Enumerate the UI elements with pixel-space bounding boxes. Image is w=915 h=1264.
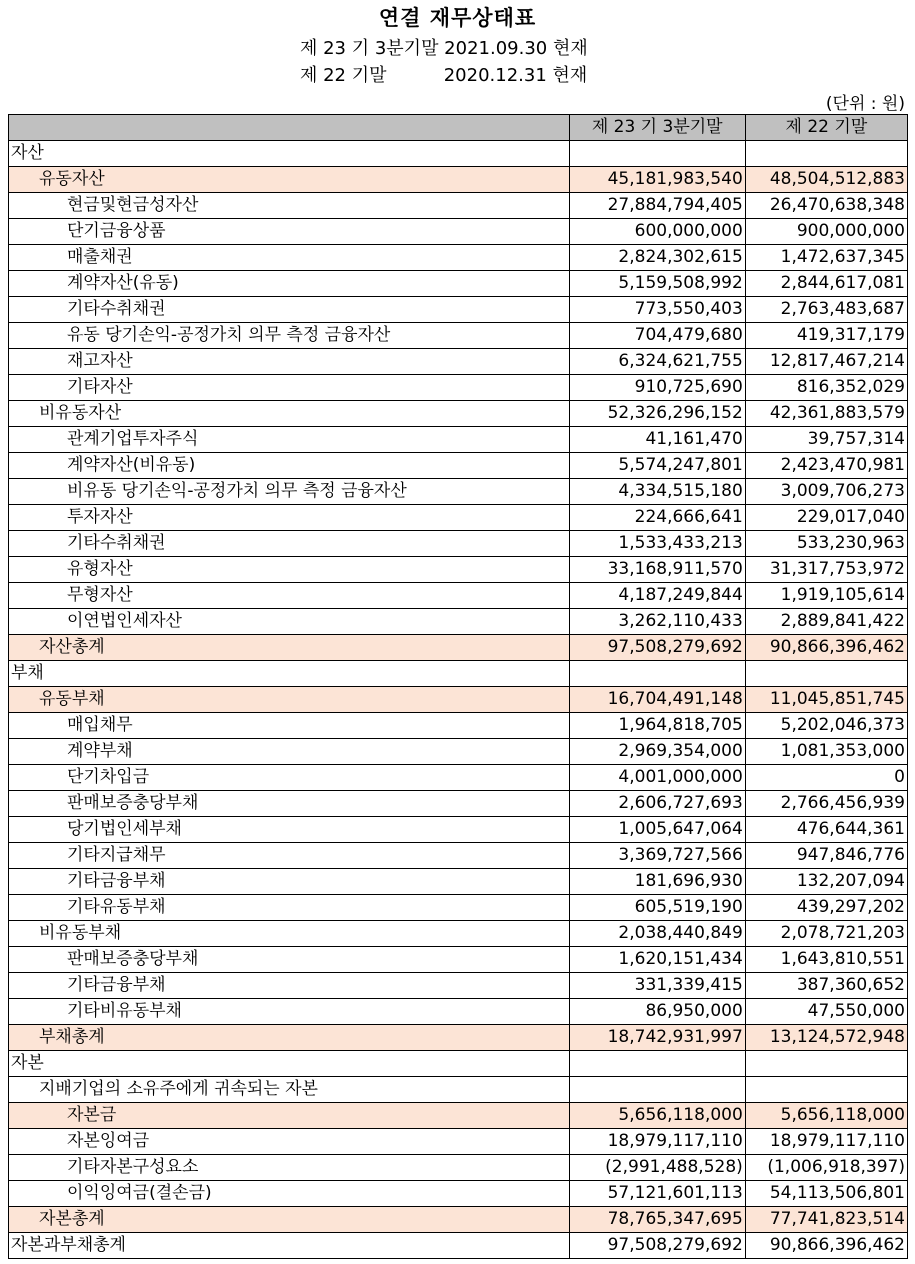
current-period-value: 2,606,727,693 [569,791,745,817]
prior-period-value: 2,766,456,939 [745,791,907,817]
current-period-value: 41,161,470 [569,427,745,453]
prior-period-value: 54,113,506,801 [745,1181,907,1207]
table-row [9,583,908,609]
prior-period-value: 439,297,202 [745,895,907,921]
current-period-value: 1,620,151,434 [569,947,745,973]
prior-period-value: 5,202,046,373 [745,713,907,739]
table-row [9,661,908,687]
account-label: 단기금융상품 [9,219,570,245]
table-row [9,1103,908,1129]
table-row [9,349,908,375]
table-row [9,843,908,869]
account-label: 자본잉여금 [9,1129,570,1155]
current-period-value: 33,168,911,570 [569,557,745,583]
current-period-value: 3,369,727,566 [569,843,745,869]
prior-period-value: 39,757,314 [745,427,907,453]
current-period-value [569,1077,745,1103]
prior-period-value: 419,317,179 [745,323,907,349]
table-body [9,141,908,1259]
current-period-value: 4,001,000,000 [569,765,745,791]
table-row [9,765,908,791]
current-period-value: 4,187,249,844 [569,583,745,609]
account-label: 자산총계 [9,635,570,661]
account-label: 기타금융부채 [9,869,570,895]
table-row [9,271,908,297]
account-label: 당기법인세부채 [9,817,570,843]
table-row [9,323,908,349]
account-label: 판매보증충당부채 [9,947,570,973]
account-label: 비유동부채 [9,921,570,947]
table-row [9,245,908,271]
prior-period-value: 90,866,396,462 [745,1233,907,1259]
prior-period-value: 1,472,637,345 [745,245,907,271]
current-period-value [569,1051,745,1077]
table-row [9,193,908,219]
current-period-value: 2,038,440,849 [569,921,745,947]
prior-period-value: 77,741,823,514 [745,1207,907,1233]
current-period-value: 52,326,296,152 [569,401,745,427]
account-label: 부채 [9,661,570,687]
account-label: 무형자산 [9,583,570,609]
table-row [9,947,908,973]
current-period-value: 57,121,601,113 [569,1181,745,1207]
current-period-value: 600,000,000 [569,219,745,245]
table-row [9,1129,908,1155]
prior-period-value: 12,817,467,214 [745,349,907,375]
prior-period-value: 2,423,470,981 [745,453,907,479]
period-prior: 제 22 기말 2020.12.31 현재 [300,65,588,86]
prior-period-value: 48,504,512,883 [745,167,907,193]
account-label: 기타금융부채 [9,973,570,999]
table-row [9,375,908,401]
prior-period-value: 2,078,721,203 [745,921,907,947]
account-label: 부채총계 [9,1025,570,1051]
account-label: 현금및현금성자산 [9,193,570,219]
prior-period-value: 900,000,000 [745,219,907,245]
current-period-value [569,141,745,167]
header-row [9,115,908,141]
table-row [9,453,908,479]
account-label: 관계기업투자주식 [9,427,570,453]
current-period-value: 78,765,347,695 [569,1207,745,1233]
table-row [9,1077,908,1103]
prior-period-value [745,1077,907,1103]
table-row [9,1155,908,1181]
prior-period-value: 1,643,810,551 [745,947,907,973]
statement-title: 연결 재무상태표 [378,6,537,30]
table-row [9,505,908,531]
account-label: 비유동 당기손익-공정가치 의무 측정 금융자산 [9,479,570,505]
account-label: 기타수취채권 [9,297,570,323]
account-label: 자본금 [9,1103,570,1129]
table-row [9,999,908,1025]
current-period-value: 97,508,279,692 [569,1233,745,1259]
table-row [9,219,908,245]
header-account [9,115,570,141]
table-row [9,427,908,453]
table-row [9,479,908,505]
table-row [9,167,908,193]
account-label: 매입채무 [9,713,570,739]
current-period-value: 5,574,247,801 [569,453,745,479]
account-label: 이연법인세자산 [9,609,570,635]
prior-period-value: 26,470,638,348 [745,193,907,219]
prior-period-value: 11,045,851,745 [745,687,907,713]
current-period-value: 1,533,433,213 [569,531,745,557]
account-label: 재고자산 [9,349,570,375]
prior-period-value: 0 [745,765,907,791]
prior-period-value: 132,207,094 [745,869,907,895]
prior-period-value [745,141,907,167]
prior-period-value: 816,352,029 [745,375,907,401]
account-label: 투자자산 [9,505,570,531]
balance-sheet-table [8,114,908,1259]
current-period-value: 3,262,110,433 [569,609,745,635]
table-row [9,557,908,583]
table-row [9,1233,908,1259]
account-label: 계약부채 [9,739,570,765]
account-label: 계약자산(유동) [9,271,570,297]
prior-period-value: 3,009,706,273 [745,479,907,505]
account-label: 자본 [9,1051,570,1077]
prior-period-value: 1,919,105,614 [745,583,907,609]
header-current-period: 제 23 기 3분기말 [569,115,745,141]
table-row [9,1181,908,1207]
prior-period-value: 1,081,353,000 [745,739,907,765]
prior-period-value: 2,889,841,422 [745,609,907,635]
table-row [9,297,908,323]
account-label: 비유동자산 [9,401,570,427]
table-row [9,141,908,167]
current-period-value: 16,704,491,148 [569,687,745,713]
table-row [9,869,908,895]
table-row [9,401,908,427]
current-period-value: 45,181,983,540 [569,167,745,193]
prior-period-value: 947,846,776 [745,843,907,869]
current-period-value: 97,508,279,692 [569,635,745,661]
prior-period-value: (1,006,918,397) [745,1155,907,1181]
account-label: 기타자산 [9,375,570,401]
account-label: 유동부채 [9,687,570,713]
table-row [9,635,908,661]
table-row [9,1207,908,1233]
prior-period-value [745,1051,907,1077]
current-period-value: 605,519,190 [569,895,745,921]
account-label: 판매보증충당부채 [9,791,570,817]
prior-period-value: 42,361,883,579 [745,401,907,427]
account-label: 매출채권 [9,245,570,271]
prior-period-value: 18,979,117,110 [745,1129,907,1155]
current-period-value: 773,550,403 [569,297,745,323]
table-row [9,973,908,999]
account-label: 계약자산(비유동) [9,453,570,479]
current-period-value: 2,969,354,000 [569,739,745,765]
current-period-value [569,661,745,687]
current-period-value: 331,339,415 [569,973,745,999]
table-row [9,1051,908,1077]
current-period-value: 1,005,647,064 [569,817,745,843]
current-period-value: 910,725,690 [569,375,745,401]
current-period-value: 5,656,118,000 [569,1103,745,1129]
account-label: 자산 [9,141,570,167]
table-row [9,609,908,635]
table-row [9,895,908,921]
header-prior-period: 제 22 기말 [745,115,907,141]
current-period-value: 181,696,930 [569,869,745,895]
period-current: 제 23 기 3분기말 2021.09.30 현재 [300,38,588,59]
current-period-value: 18,979,117,110 [569,1129,745,1155]
table-row [9,687,908,713]
account-label: 이익잉여금(결손금) [9,1181,570,1207]
current-period-value: 4,334,515,180 [569,479,745,505]
account-label: 기타지급채무 [9,843,570,869]
prior-period-value: 476,644,361 [745,817,907,843]
account-label: 기타수취채권 [9,531,570,557]
prior-period-value: 31,317,753,972 [745,557,907,583]
account-label: 기타자본구성요소 [9,1155,570,1181]
account-label: 자본과부채총계 [9,1233,570,1259]
prior-period-value: 5,656,118,000 [745,1103,907,1129]
table-row [9,791,908,817]
current-period-value: 6,324,621,755 [569,349,745,375]
account-label: 기타비유동부채 [9,999,570,1025]
current-period-value: 2,824,302,615 [569,245,745,271]
prior-period-value: 2,763,483,687 [745,297,907,323]
account-label: 유동자산 [9,167,570,193]
prior-period-value: 2,844,617,081 [745,271,907,297]
table-row [9,739,908,765]
current-period-value: 1,964,818,705 [569,713,745,739]
table-row [9,1025,908,1051]
current-period-value: (2,991,488,528) [569,1155,745,1181]
prior-period-value: 13,124,572,948 [745,1025,907,1051]
prior-period-value: 229,017,040 [745,505,907,531]
table-row [9,713,908,739]
current-period-value: 224,666,641 [569,505,745,531]
prior-period-value: 47,550,000 [745,999,907,1025]
current-period-value: 86,950,000 [569,999,745,1025]
account-label: 유동 당기손익-공정가치 의무 측정 금융자산 [9,323,570,349]
table-row [9,921,908,947]
prior-period-value [745,661,907,687]
account-label: 단기차입금 [9,765,570,791]
current-period-value: 704,479,680 [569,323,745,349]
table-row [9,817,908,843]
current-period-value: 27,884,794,405 [569,193,745,219]
table-row [9,531,908,557]
prior-period-value: 387,360,652 [745,973,907,999]
prior-period-value: 90,866,396,462 [745,635,907,661]
account-label: 지배기업의 소유주에게 귀속되는 자본 [9,1077,570,1103]
prior-period-value: 533,230,963 [745,531,907,557]
unit-label: (단위 : 원) [825,94,905,114]
current-period-value: 18,742,931,997 [569,1025,745,1051]
account-label: 유형자산 [9,557,570,583]
account-label: 자본총계 [9,1207,570,1233]
account-label: 기타유동부채 [9,895,570,921]
current-period-value: 5,159,508,992 [569,271,745,297]
